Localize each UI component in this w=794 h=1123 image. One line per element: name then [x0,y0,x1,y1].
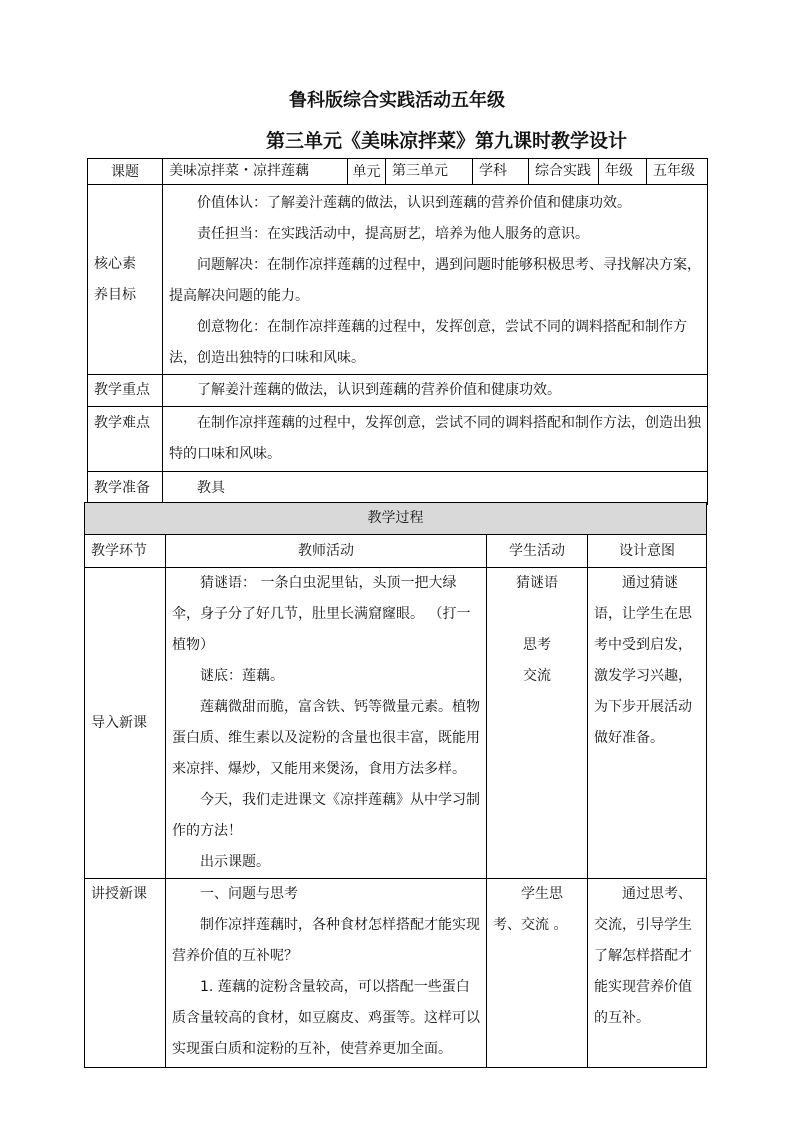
teacher-question: 制作凉拌莲藕时，各种食材怎样搭配才能实现营养价值的互补呢？ [172,917,480,964]
core-goals-content [163,185,708,375]
core-goals-label [88,185,163,375]
stage-intro: 导入新课 [85,568,166,879]
topic-label: 课题 [88,159,163,185]
design-intent-teach: 通过思考、交流，引导学生了解怎样搭配才能实现营养价值的互补。 [588,879,707,1068]
col-header-intent: 设计意图 [588,535,707,568]
core-goal-problem-solving: 问题解决：在制作凉拌莲藕的过程中，遇到问题时能够积极思考、寻找解决方案，提高解决问题的能力。 [169,257,701,304]
process-row-teach [85,879,707,1068]
subject-label: 学科 [473,159,529,185]
core-goal-responsibility: 责任担当：在实践活动中，提高厨艺，培养为他人服务的意识。 [197,226,589,242]
core-goals-label-line1: 核心素 [94,255,136,272]
col-header-teacher: 教师活动 [166,535,487,568]
teacher-show-topic: 出示课题。 [200,854,270,870]
unit-label: 单元 [348,159,386,185]
process-heading-row [85,503,707,535]
core-goal-value: 价值体认：了解姜汁莲藕的做法，认识到莲藕的营养价值和健康功效。 [197,195,631,211]
design-intent-intro: 通过猜谜语，让学生在思考中受到启发，激发学习兴趣，为下步开展活动做好准备。 [588,568,707,879]
teacher-pairing-tip: 1. 莲藕的淀粉含量较高，可以搭配一些蛋白质含量较高的食材，如豆腐皮、鸡蛋等。这样可以实现蛋白质和淀粉的互补，使营养更加全面。 [172,979,480,1057]
col-header-stage: 教学环节 [85,535,166,568]
document-subtitle: 第三单元《美味凉拌菜》第九课时教学设计 [266,130,628,152]
subject-value: 综合实践 [529,159,599,185]
core-goals-label-line2: 养目标 [94,286,136,303]
teacher-question-heading: 一、问题与思考 [200,886,298,902]
student-activity-think: 思考 [523,637,551,653]
teacher-activity-intro [166,568,487,879]
student-activity-intro [487,568,588,879]
process-heading: 教学过程 [85,503,707,535]
col-header-student: 学生活动 [487,535,588,568]
teaching-process-table [84,502,707,1068]
grade-label: 年级 [599,159,647,185]
focus-row [88,375,708,407]
prep-label: 教学准备 [88,472,163,505]
grade-value: 五年级 [647,159,708,185]
teacher-riddle-answer: 谜底：莲藕。 [200,668,284,684]
lesson-info-table [87,158,708,505]
student-activity-discuss: 交流 [523,668,551,684]
difficulty-value: 在制作凉拌莲藕的过程中，发挥创意，尝试不同的调料搭配和制作方法，创造出独特的口味和风味。 [163,407,708,472]
prep-row [88,472,708,505]
process-row-intro [85,568,707,879]
core-goal-creativity: 创意物化：在制作凉拌莲藕的过程中，发挥创意，尝试不同的调料搭配和制作方法，创造出独特的口味和风味。 [169,319,687,366]
teacher-lotus-intro: 莲藕微甜而脆，富含铁、钙等微量元素。植物蛋白质、维生素以及淀粉的含量也很丰富，既能用来凉拌、爆炒，又能用来煲汤，食用方法多样。 [172,699,480,777]
focus-label: 教学重点 [88,375,163,407]
focus-value: 了解姜汁莲藕的做法，认识到莲藕的营养价值和健康功效。 [163,375,708,407]
teacher-activity-teach [166,879,487,1068]
core-goals-row [88,185,708,375]
difficulty-label: 教学难点 [88,407,163,472]
process-header-row [85,535,707,568]
student-activity-guess: 猜谜语 [516,575,558,591]
document-title: 鲁科版综合实践活动五年级 [289,90,505,111]
student-activity-teach: 学生思考、交流 。 [487,879,588,1068]
prep-value: 教具 [163,472,708,505]
difficulty-row [88,407,708,472]
topic-row [88,159,708,185]
teacher-riddle: 猜谜语： 一条白虫泥里钻，头顶一把大绿伞，身子分了好几节，肚里长满窟窿眼。 （打一植物） [172,575,471,653]
unit-value: 第三单元 [386,159,473,185]
stage-teach: 讲授新课 [85,879,166,1068]
teacher-lesson-lead: 今天，我们走进课文《凉拌莲藕》从中学习制作的方法！ [172,792,480,839]
topic-value: 美味凉拌菜・凉拌莲藕 [163,159,348,185]
